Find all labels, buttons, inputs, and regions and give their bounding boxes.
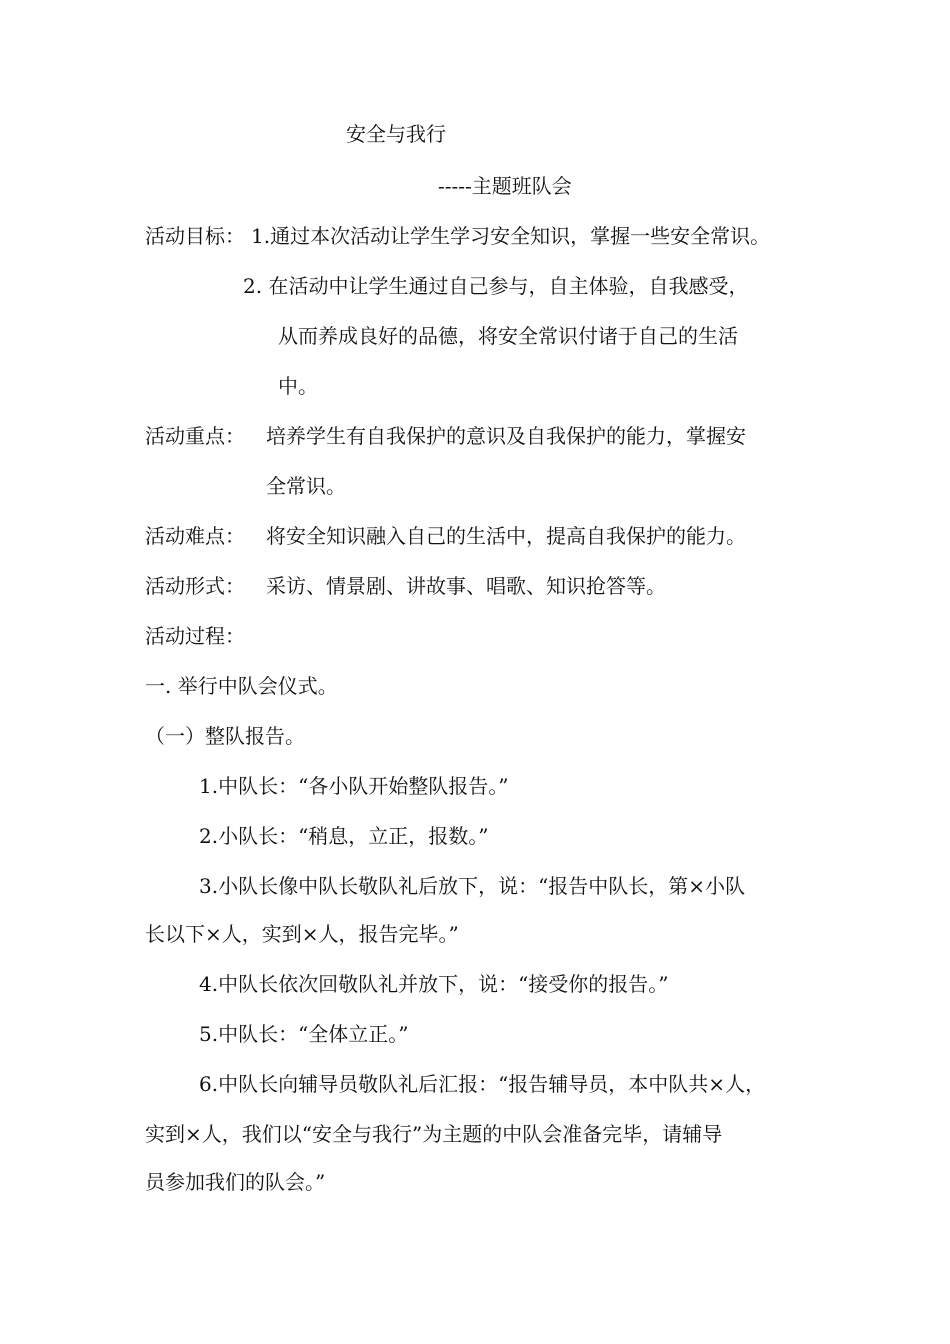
- objective-item-2-line-1: 2. 在活动中让学生通过自己参与，自主体验，自我感受，: [243, 274, 749, 298]
- step-6-line-2: 实到×人，我们以“安全与我行”为主题的中队会准备完毕，请辅导: [145, 1122, 723, 1146]
- key-points-line-2: 全常识。: [266, 474, 346, 498]
- document-subtitle: -----主题班队会: [438, 174, 572, 198]
- step-1: 1.中队长：“各小队开始整队报告。”: [199, 774, 509, 798]
- subsection-heading-1: （一）整队报告。: [145, 724, 305, 748]
- process-label: 活动过程：: [145, 624, 245, 648]
- step-3-line-2: 长以下×人，实到×人，报告完毕。”: [145, 922, 459, 946]
- step-5: 5.中队长：“全体立正。”: [199, 1022, 409, 1046]
- difficulty-text: 将安全知识融入自己的生活中，提高自我保护的能力。: [266, 524, 746, 548]
- step-6-line-1: 6.中队长向辅导员敬队礼后汇报：“报告辅导员，本中队共×人，: [199, 1072, 766, 1096]
- key-points-line-1: 培养学生有自我保护的意识及自我保护的能力，掌握安: [266, 424, 746, 448]
- key-points-label: 活动重点：: [145, 424, 245, 448]
- form-text: 采访、情景剧、讲故事、唱歌、知识抢答等。: [266, 574, 666, 598]
- difficulty-label: 活动难点：: [145, 524, 245, 548]
- step-4: 4.中队长依次回敬队礼并放下，说：“接受你的报告。”: [199, 972, 669, 996]
- objective-item-2-line-2: 从而养成良好的品德，将安全常识付诸于自己的生活: [278, 324, 738, 348]
- objective-item-2-line-3: 中。: [278, 374, 318, 398]
- objective-item-1: 1.通过本次活动让学生学习安全知识，掌握一些安全常识。: [251, 224, 771, 248]
- step-6-line-3: 员参加我们的队会。”: [145, 1170, 326, 1194]
- step-3-line-1: 3.小队长像中队长敬队礼后放下，说：“报告中队长，第×小队: [199, 874, 746, 898]
- section-heading-1: 一. 举行中队会仪式。: [145, 674, 338, 698]
- step-2: 2.小队长：“稍息，立正，报数。”: [199, 824, 489, 848]
- form-label: 活动形式：: [145, 574, 245, 598]
- objectives-label: 活动目标：: [145, 224, 245, 248]
- document-title: 安全与我行: [346, 122, 446, 146]
